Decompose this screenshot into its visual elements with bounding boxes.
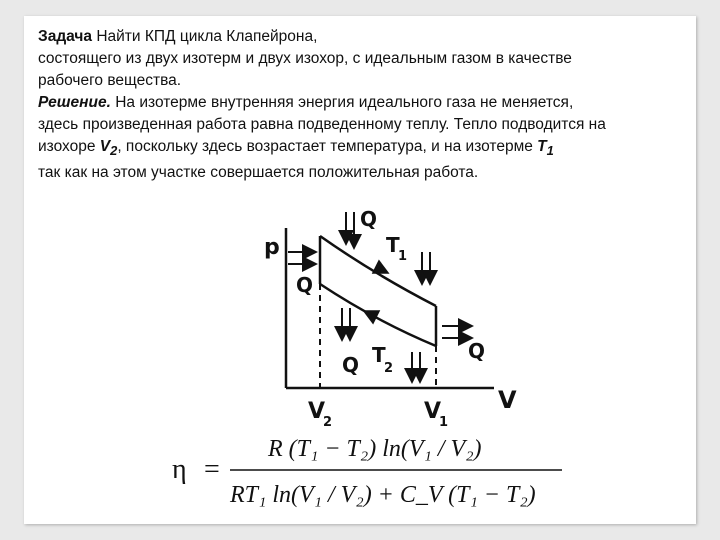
equals-sign: = — [204, 454, 220, 485]
problem-label: Задача — [38, 28, 93, 45]
solution-text-1: На изотерме внутренняя энергия идеального газа не меняется, — [110, 94, 574, 111]
solution-line-2: здесь произведенная работа равна подведенному теплу. Тепло подводится на — [38, 116, 606, 133]
v2-subscript: 2 — [110, 143, 118, 159]
q-right-label: Q — [468, 339, 486, 363]
v2-symbol: V — [99, 138, 111, 155]
solution-label: Решение. — [38, 94, 111, 111]
t1-subscript: 1 — [546, 143, 554, 159]
problem-text-1: Найти КПД цикла Клапейрона, — [92, 28, 318, 45]
q-bottom-label: Q — [342, 353, 360, 377]
t1-label-sub: 1 — [398, 249, 408, 264]
v2-label: V — [308, 399, 326, 424]
solution-text-3b: , поскольку здесь возрастает температура, и на изотерме — [117, 138, 538, 155]
v1-label-sub: 1 — [439, 415, 449, 430]
v-axis-label: V — [498, 386, 517, 414]
t1-symbol: T — [537, 138, 547, 155]
eta-symbol: η — [172, 454, 187, 485]
solution-line-4: так как на этом участке совершается положительная работа. — [38, 164, 479, 182]
slide — [24, 16, 696, 524]
t2-label-sub: 2 — [384, 361, 394, 376]
t1-label: T — [386, 233, 400, 257]
formula-numerator: R (T₁ − T₂) ln(V₁ / V₂) — [268, 436, 482, 462]
cycle-arrow-top — [378, 268, 386, 272]
problem-line-2: состоящего из двух изотерм и двух изохор, с идеальным газом в качестве — [38, 50, 572, 67]
v1-label: V — [424, 399, 442, 424]
pv-diagram — [24, 16, 696, 524]
problem-line-3: рабочего вещества. — [38, 72, 182, 89]
isotherm-t2 — [320, 284, 436, 346]
q-left-label: Q — [296, 273, 314, 297]
formula-denominator: RT₁ ln(V₁ / V₂) + C_V (T₁ − T₂) — [230, 482, 536, 508]
t2-label: T — [372, 343, 386, 367]
v2-label-sub: 2 — [323, 415, 333, 430]
p-axis-label: p — [264, 235, 280, 260]
efficiency-formula — [172, 436, 562, 508]
solution-text-3a: изохоре — [38, 138, 100, 155]
q-top-label: Q — [360, 207, 378, 231]
